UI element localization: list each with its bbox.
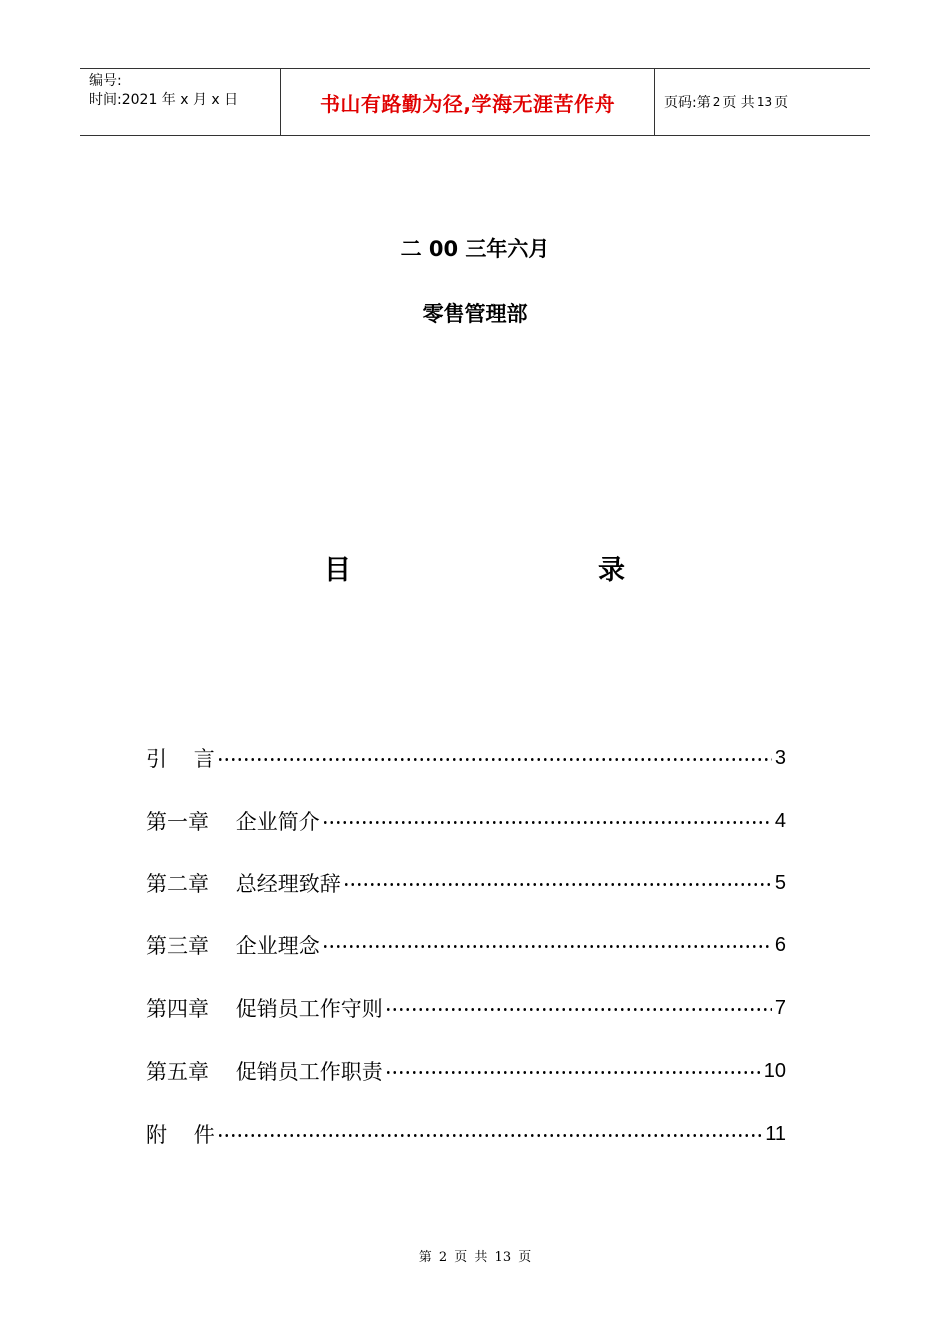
toc-entry-label: 引 言 — [146, 747, 215, 771]
toc-leader-dots — [217, 758, 772, 761]
number-label: 编号: — [89, 73, 122, 89]
page-header — [80, 68, 870, 136]
page-mid: 页 共 — [722, 95, 755, 111]
toc-leader-dots — [343, 883, 772, 886]
header-meta — [80, 69, 281, 135]
header-motto: 书山有路勤为径,学海无涯苦作舟 — [281, 69, 655, 135]
toc-entry[interactable] — [146, 993, 786, 1023]
cover-department: 零售管理部 — [422, 302, 528, 326]
toc-entry-page: 11 — [765, 1122, 786, 1145]
toc-entry-page: 3 — [774, 746, 786, 769]
toc-entry[interactable] — [146, 1119, 786, 1149]
toc-entry-page: 10 — [763, 1059, 786, 1082]
cover-date: 二 00 三年六月 — [400, 237, 550, 261]
toc-entry-label: 第一章 企业简介 — [146, 810, 320, 834]
page-suffix: 页 — [774, 95, 789, 111]
toc-entry-page: 5 — [774, 871, 786, 894]
toc-entry[interactable] — [146, 743, 786, 773]
toc-title-right: 录 — [598, 555, 625, 586]
time-label: 时间:2021 年 x 月 x 日 — [89, 92, 239, 108]
toc-entry-label: 第二章 总经理致辞 — [146, 872, 341, 896]
toc-entry-page: 4 — [774, 809, 786, 832]
toc-entry[interactable] — [146, 930, 786, 960]
header-page-info — [655, 69, 870, 135]
toc-entry-page: 6 — [774, 933, 786, 956]
toc-leader-dots — [217, 1134, 763, 1137]
toc-entry[interactable] — [146, 868, 786, 898]
page-footer: 第 2 页 共 13 页 — [418, 1250, 532, 1265]
toc-leader-dots — [385, 1071, 761, 1074]
toc-entry-label: 附 件 — [146, 1123, 215, 1147]
toc-leader-dots — [322, 821, 772, 824]
toc-leader-dots — [385, 1008, 772, 1011]
toc-entry-page: 7 — [774, 996, 786, 1019]
toc-entry[interactable] — [146, 1056, 786, 1086]
page-prefix: 页码:第 — [664, 95, 711, 111]
toc-leader-dots — [322, 945, 772, 948]
page-current: 2 — [712, 95, 721, 109]
toc-entry[interactable] — [146, 806, 786, 836]
page-total: 13 — [756, 95, 773, 109]
toc-entry-label: 第三章 企业理念 — [146, 934, 320, 958]
toc-title-left: 目 — [324, 555, 351, 586]
toc-entry-label: 第四章 促销员工作守则 — [146, 997, 383, 1021]
toc-entry-label: 第五章 促销员工作职责 — [146, 1060, 383, 1084]
